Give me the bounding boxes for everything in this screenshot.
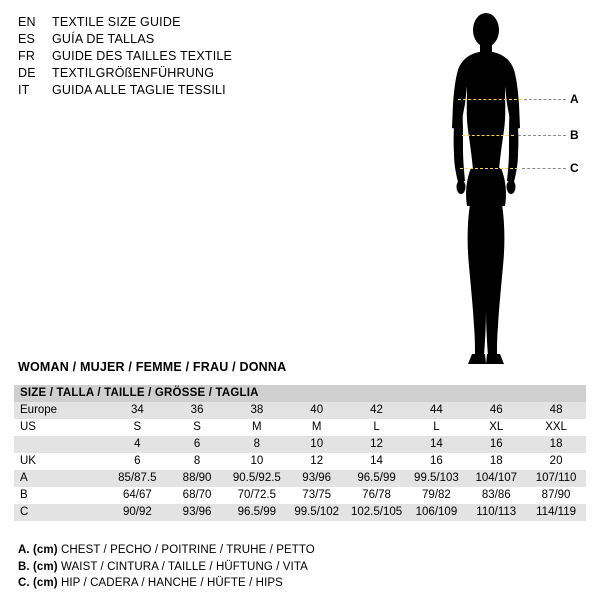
language-row (18, 31, 418, 48)
cell: 6 (134, 455, 141, 467)
note-row (18, 559, 315, 576)
row-label: US (20, 421, 36, 433)
measure-label-a: A (570, 92, 579, 106)
measure-label-b: B (570, 128, 579, 142)
table-row (14, 487, 586, 504)
cell: 85/87.5 (118, 472, 157, 484)
language-title: TEXTILE SIZE GUIDE (52, 15, 181, 29)
row-label (14, 436, 107, 453)
table-row (14, 504, 586, 521)
cell: 12 (370, 438, 383, 450)
measure-label-c: C (570, 161, 579, 175)
cell: 46 (489, 404, 503, 416)
cell: 83/86 (481, 489, 511, 501)
cell: 44 (430, 404, 443, 416)
table-header-label: SIZE / TALLA / TAILLE / GRÖSSE / TAGLIA (20, 387, 259, 399)
cell: 42 (370, 404, 383, 416)
language-code: DE (18, 66, 36, 80)
cell: 73/75 (302, 489, 332, 501)
cell: 10 (310, 438, 324, 450)
language-title: TEXTILGRÖßENFÜHRUNG (52, 66, 215, 80)
cell: 104/107 (475, 472, 518, 484)
row-label: Europe (20, 404, 58, 416)
cell: 90/92 (122, 506, 152, 518)
cell: 8 (193, 455, 201, 467)
language-title: GUÍA DE TALLAS (52, 32, 155, 46)
measure-leader-a (524, 99, 566, 100)
cell: L (373, 421, 380, 433)
cell: M (311, 421, 322, 433)
language-row (18, 65, 418, 82)
cell: 96.5/99 (357, 472, 396, 484)
cell: 48 (549, 404, 563, 416)
cell: 96.5/99 (237, 506, 277, 518)
cell: 18 (549, 438, 563, 450)
language-code: ES (18, 32, 36, 46)
cell: 14 (430, 438, 443, 450)
cell: 79/82 (422, 489, 451, 501)
section-title: WOMAN / MUJER / FEMME / FRAU / DONNA (18, 360, 287, 374)
cell: 102.5/105 (350, 506, 403, 518)
cell: 4 (134, 438, 141, 450)
cell: 10 (250, 455, 264, 467)
table-header-row (14, 385, 586, 402)
cell: L (433, 421, 440, 433)
language-title: GUIDA ALLE TAGLIE TESSILI (52, 83, 226, 97)
measure-leader-b (518, 135, 566, 136)
row-label: B (20, 489, 28, 501)
note-key: C. (cm) (18, 577, 58, 589)
row-label: UK (20, 455, 36, 467)
note-text: CHEST / PECHO / POITRINE / TRUHE / PETTO (60, 544, 315, 556)
language-row (18, 82, 418, 99)
table-row (14, 453, 586, 470)
size-table (14, 385, 586, 521)
cell: XXL (545, 421, 567, 433)
cell: 70/72.5 (237, 489, 277, 501)
cell: 38 (250, 404, 264, 416)
measure-leader-c (522, 168, 566, 169)
note-key: A. (cm) (18, 544, 58, 556)
cell: 93/96 (302, 472, 332, 484)
cell: 99.5/102 (294, 506, 340, 518)
cell: 76/78 (362, 489, 391, 501)
language-row (18, 14, 418, 31)
cell: 34 (130, 404, 144, 416)
note-row (18, 575, 315, 592)
cell: XL (489, 421, 504, 433)
language-code: IT (18, 83, 30, 97)
female-silhouette-figure (420, 8, 590, 378)
table-row (14, 419, 586, 436)
measure-line-hip (460, 168, 518, 169)
row-label: A (20, 472, 28, 484)
measure-line-waist (462, 135, 514, 136)
silhouette-icon (420, 8, 590, 378)
cell: 106/109 (415, 506, 458, 518)
table-row (14, 436, 586, 453)
cell: S (193, 421, 201, 433)
table-row (14, 402, 586, 419)
measurement-notes (18, 542, 315, 592)
cell: 87/90 (541, 489, 571, 501)
cell: 16 (489, 438, 503, 450)
cell: 90.5/92.5 (232, 472, 281, 484)
cell: 40 (310, 404, 324, 416)
note-text: WAIST / CINTURA / TAILLE / HÜFTUNG / VITA (60, 560, 308, 573)
cell: 14 (370, 455, 383, 467)
note-text: HIP / CADERA / HANCHE / HÜFTE / HIPS (60, 577, 283, 589)
language-title: GUIDE DES TAILLES TEXTILE (52, 49, 233, 63)
cell: 12 (310, 455, 324, 467)
cell: 93/96 (182, 506, 212, 518)
table-row (14, 470, 586, 487)
cell: M (252, 421, 262, 433)
language-code: FR (18, 49, 36, 63)
cell: 107/110 (535, 472, 577, 484)
language-header-list (18, 14, 418, 99)
measure-line-chest (458, 99, 522, 100)
cell: 18 (489, 455, 503, 467)
cell: 110/113 (476, 506, 517, 518)
language-code: EN (18, 15, 36, 29)
note-key: B. (cm) (18, 560, 58, 573)
cell: 88/90 (182, 472, 212, 484)
cell: 68/70 (182, 489, 212, 501)
cell: 99.5/103 (414, 472, 459, 484)
cell: S (133, 421, 142, 433)
cell: 36 (190, 404, 204, 416)
cell: 6 (193, 438, 201, 450)
cell: 114/119 (536, 506, 576, 518)
note-row (18, 542, 315, 559)
cell: 8 (253, 438, 261, 450)
row-label: C (20, 506, 29, 518)
cell: 20 (549, 455, 563, 467)
cell: 64/67 (122, 489, 152, 501)
language-row (18, 48, 418, 65)
cell: 16 (430, 455, 443, 467)
